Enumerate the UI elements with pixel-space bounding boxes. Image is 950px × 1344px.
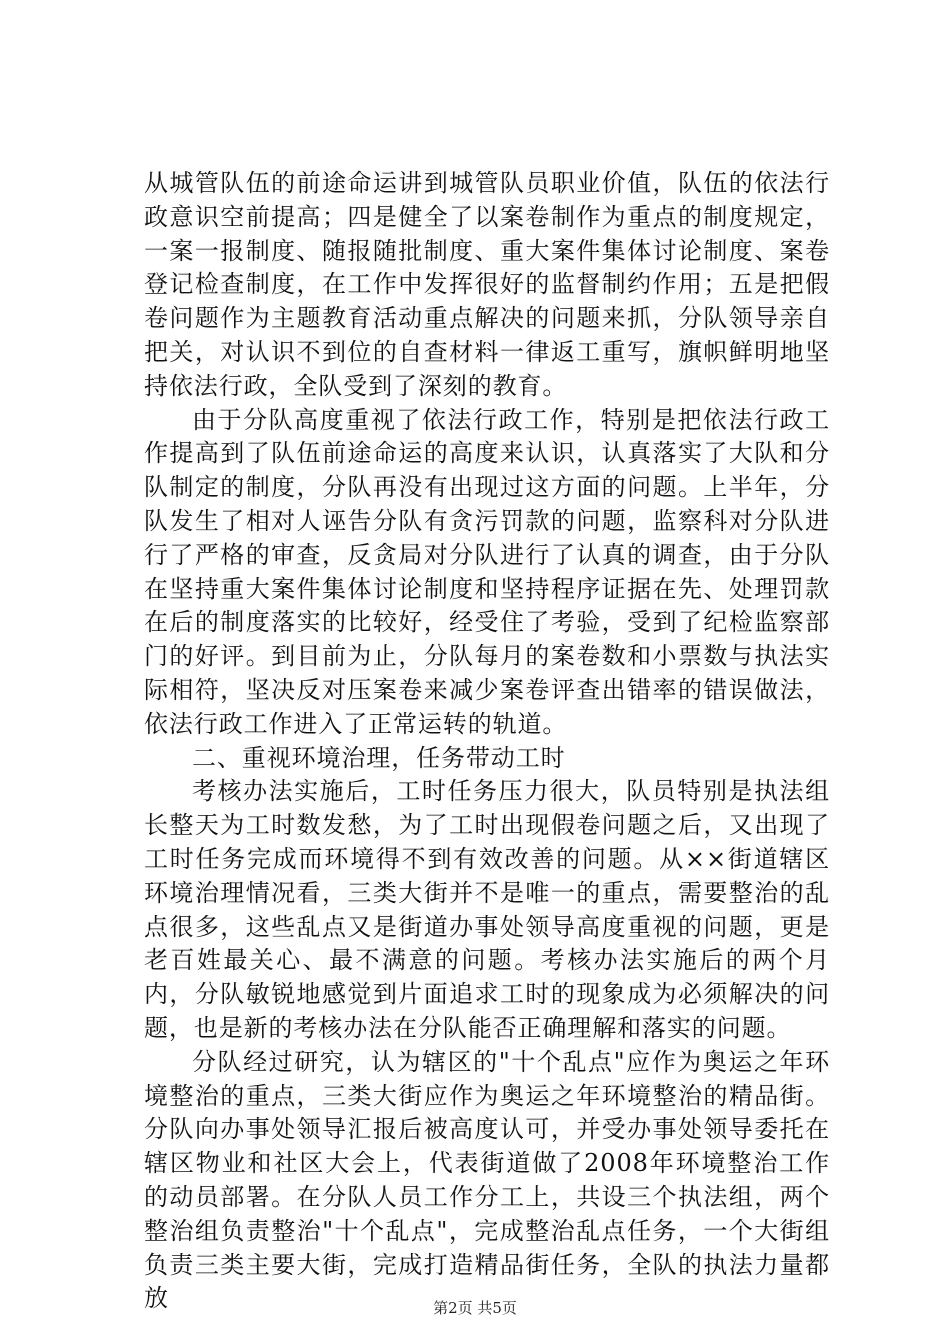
paragraph: 分队经过研究，认为辖区的"十个乱点"应作为奥运之年环境整治的重点，三类大街应作为奥运之年环境整治的精品街。分队向办事处领导汇报后被高度认可，并受办事处领导委托在辖区物业和社区大会上，代表街道做了2008年环境整治工作的动员部署。在分队人员工作分工上，共设三个执法组，两个整治组负责整治"十个乱点"，完成整治乱点任务，一个大街组负责三类主要大街，完成打造精品街任务，全队的执法力量都放 [144, 1047, 830, 1313]
paragraph: 由于分队高度重视了依法行政工作，特别是把依法行政工作提高到了队伍前途命运的高度来认识，认真落实了大队和分队制定的制度，分队再没有出现过这方面的问题。上半年，分队发生了相对人诬告分队有贪污罚款的问题，监察科对分队进行了严格的审查，反贪局对分队进行了认真的调查，由于分队在坚持重大案件集体讨论制度和坚持程序证据在先、处理罚款在后的制度落实的比较好，经受住了考验，受到了纪检监察部门的好评。到目前为止，分队每月的案卷数和小票数与执法实际相符，坚决反对压案卷来减少案卷评查出错率的错误做法，依法行政工作进入了正常运转的轨道。 [144, 405, 830, 738]
section-heading: 二、重视环境治理，任务带动工时 [192, 743, 566, 772]
paragraph: 考核办法实施后，工时任务压力很大，队员特别是执法组长整天为工时数发愁，为了工时出现假卷问题之后，又出现了工时任务完成而环境得不到有效改善的问题。从××街道辖区环境治理情况看，三类大街并不是唯一的重点，需要整治的乱点很多，这些乱点又是街道办事处领导高度重视的问题，更是老百姓最关心、最不满意的问题。考核办法实施后的两个月内，分队敏锐地感觉到片面追求工时的现象成为必须解决的问题，也是新的考核办法在分队能否正确理解和落实的问题。 [144, 777, 830, 1042]
document-body [144, 167, 830, 1316]
paragraph-continued: 从城管队伍的前途命运讲到城管队员职业价值，队伍的依法行政意识空前提高；四是健全了以案卷制作为重点的制度规定，一案一报制度、随报随批制度、重大案件集体讨论制度、案卷登记检查制度，在工作中发挥很好的监督制约作用；五是把假卷问题作为主题教育活动重点解决的问题来抓，分队领导亲自把关，对认识不到位的自查材料一律返工重写，旗帜鲜明地坚持依法行政，全队受到了深刻的教育。 [144, 169, 830, 400]
page-footer: 第2页 共5页 [433, 1299, 517, 1317]
